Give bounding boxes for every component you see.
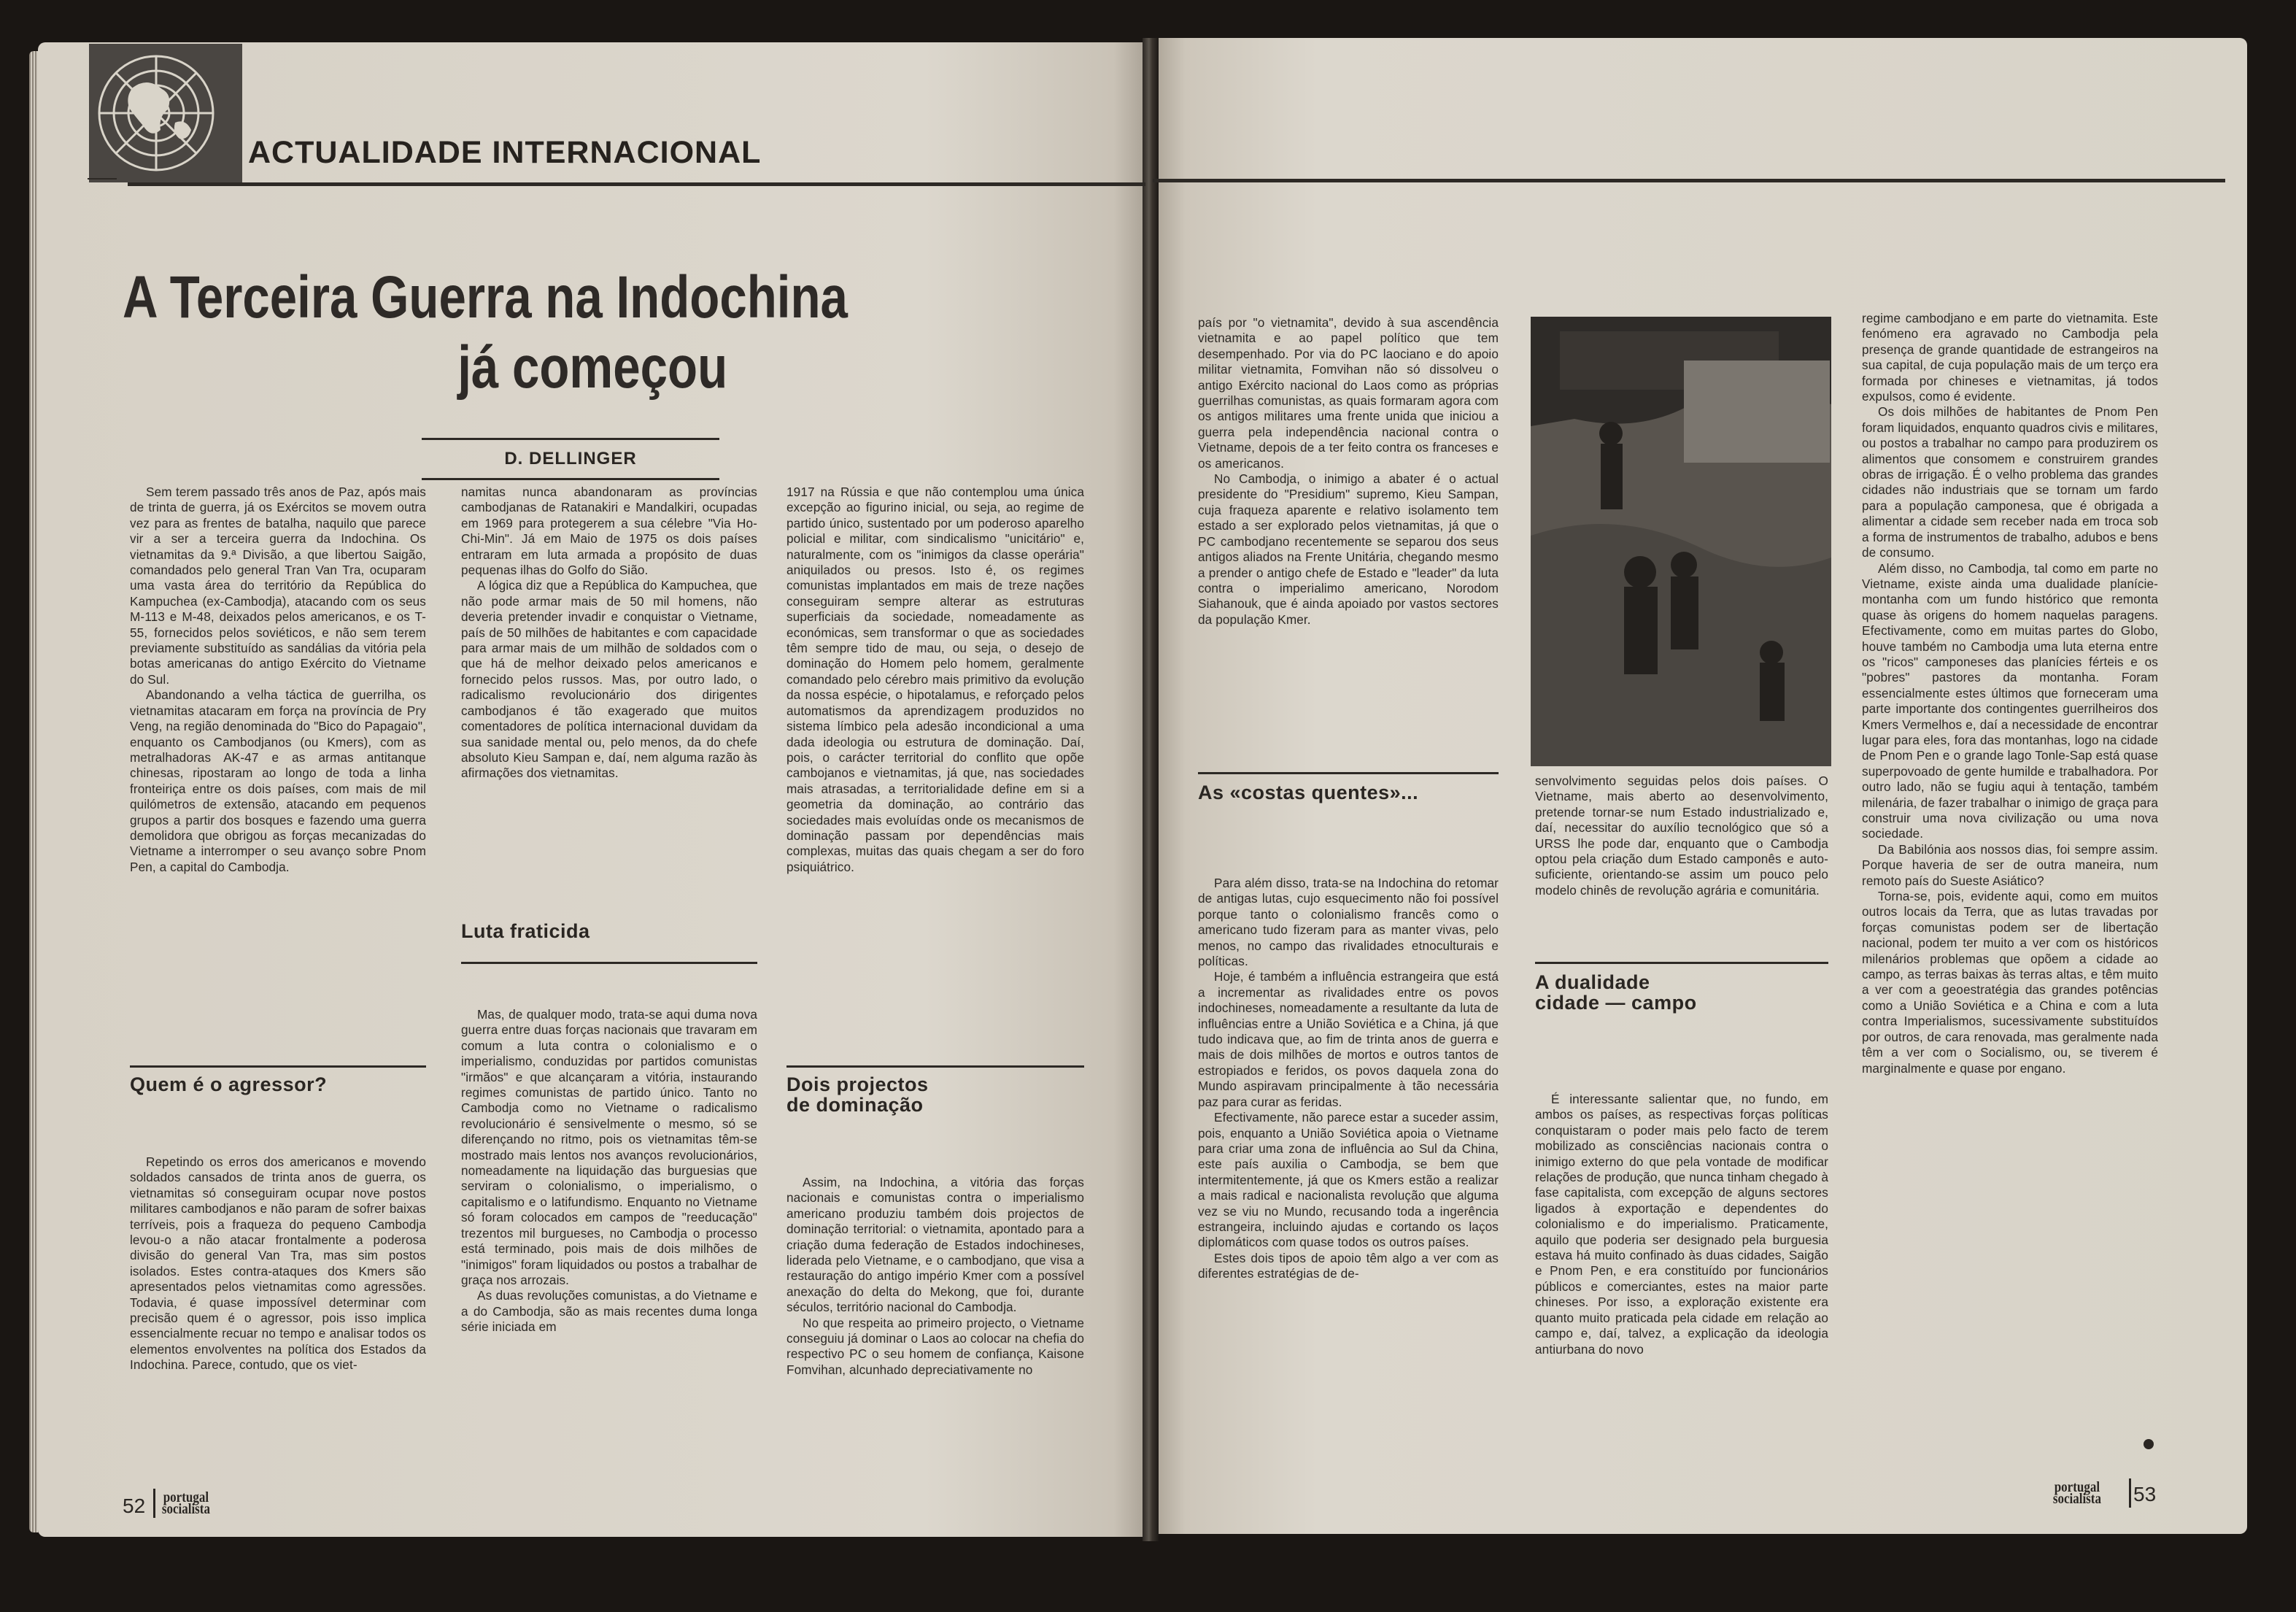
- paragraph: A lógica diz que a República do Kampuchea, que não pode armar mais de 50 mil homens, não deveria pretender invadir e conquistar o Vietname, país de 50 milhões de habitantes e com capacidade para armar mais de um milhão de soldados com o que há de melhor deixado pelos americanos e fornecido pelos russos. Mas, por outro lado, o radicalismo revolucionário dos dirigentes cambodjanos é tão exagerado que muitos comentadores de política internacional duvidam da sua sanidade mental ou, pelo menos, da do chefe absoluto Kieu Sampan e, daí, nem alguma razão às afirmações dos vietnamitas.: [461, 578, 757, 781]
- brand-line: portugal: [2054, 1479, 2100, 1495]
- subhead-line: A dualidade: [1535, 971, 1650, 993]
- subhead-rule: [786, 1065, 1084, 1068]
- subhead-projectos: [786, 1074, 929, 1115]
- paragraph: Sem terem passado três anos de Paz, após mais de trinta de guerra, já os Exércitos se movem outra vez para as frentes de batalha, naquilo que parece vir a ser a terceira guerra da Indochina. Os vietnamitas da 9.ª Divisão, a que libertou Saigão, comandados pelo general Tran Van Tra, ocuparam uma vasta área do território da República do Kampuchea (ex-Cambodja), atacando com os seus M-113 e M-48, deixados pelos americanos, e os T-55, fornecidos pelos soviéticos, e não sem terem previamente substituído as sandálias da vitória pela botas americanas do antigo Exército do Vietname do Sul.: [130, 485, 426, 687]
- subhead-line: Dois projectos: [786, 1073, 929, 1095]
- paragraph: Mas, de qualquer modo, trata-se aqui duma nova guerra entre duas forças nacionais que travaram em comum a luta contra o colonialismo e o imperialismo, conduzidas por partidos comunistas "irmãos" e que alcançaram a vitória, instaurando regimes comunistas de partido único. Tanto no Cambodja como no Vietname o radicalismo revolucionário é sensivelmente o mesmo, só se diferençando no ritmo, pois os vietnamitas têm-se mostrado mais lentos nos avanços revolucionários, nomeadamente na liquidação das burguesias que serviram o colonialismo, o imperialismo, o capitalismo e o latifundismo. Enquanto no Vietname só foram colocados em campos de "reeducação" trezentos mil burgueses, no Cambodja o processo está terminado, pois mais de dois milhões de "inimigos" foram liquidados ou postos a trabalhar de graça nos arrozais.: [461, 1007, 757, 1287]
- end-mark: [2144, 1439, 2154, 1449]
- paragraph: Estes dois tipos de apoio têm algo a ver com as diferentes estratégias de de-: [1198, 1250, 1499, 1281]
- footer-divider: [153, 1489, 155, 1518]
- article-title: [123, 263, 889, 403]
- subhead-costas: As «costas quentes»...: [1198, 782, 1419, 803]
- paragraph: No Cambodja, o inimigo a abater é o actual presidente do "Presidium" supremo, Kieu Sampan, cuja fraqueza aparente e relativo isolamento tem estado a ser explorado pelos vietnamitas, já que o PC cambodjano recentemente se separou dos seus antigos aliados na Frente Unitária, chegando mesmo a prender o antigo chefe de Estado e "leader" da luta contra o imperialimo americano, Norodom Siahanouk, que é ainda apoiado por vastos sectores da população Kmer.: [1198, 471, 1499, 627]
- paragraph: Os dois milhões de habitantes de Pnom Pen foram liquidados, enquanto quadros civis e militares, ou postos a trabalhar no campo para produzirem os alimentos que consomem e construirem grandes obras de irrigação. É o velho problema das grandes cidades não industriais que se tornam um fardo para a população camponesa, que é obrigada a alimentar a cidade sem receber nada em troca sob a forma de instrumentos de trabalho, adubos e bens de consumo.: [1862, 404, 2158, 560]
- paragraph: No que respeita ao primeiro projecto, o Vietname conseguiu já dominar o Laos ao colocar na chefia do respectivo PC o seu homem de confiança, Kaisone Fomvihan, alcunhado depreciativamente no: [786, 1315, 1084, 1377]
- subhead-line: de dominação: [786, 1094, 924, 1116]
- column-2-bottom: [461, 1007, 757, 1335]
- brand-line: socialista: [161, 1501, 210, 1517]
- column-3-top: [786, 485, 1084, 875]
- footer-divider: [2129, 1478, 2131, 1508]
- subhead-rule: [1535, 962, 1828, 964]
- subhead-line: cidade — campo: [1535, 992, 1697, 1014]
- article-title-line1: A Terceira Guerra na Indochina: [123, 264, 848, 331]
- section-header: ACTUALIDADE INTERNACIONAL: [248, 135, 762, 170]
- article-title-line2: já começou: [457, 334, 728, 401]
- column-1-bottom: [130, 1154, 426, 1373]
- subhead-dualidade: [1535, 972, 1697, 1013]
- paragraph: Torna-se, pois, evidente aqui, como em muitos outros locais da Terra, que as lutas travadas por forças comunistas podem ser de libertação nacional, podem ter muito a ver com os históricos milenários problemas que opõem a cidade ao campo, as terras baixas às terras altas, e têm muito a ver com a geoestratégia das grandes potências como a União Soviética e a China e com a luta contra Imperialismos, sucessivamente substituídos por outros, de cara renovada, mas geralmente nada têm a ver com o Socialismo, ou, se tiverem é marginalmente e quase por engano.: [1862, 889, 2158, 1076]
- column-3-bottom: [786, 1175, 1084, 1378]
- paragraph: senvolvimento seguidas pelos dois países. O Vietname, mais aberto ao desenvolvimento, pretende tornar-se num Estado industrializado e, daí, necessitar do auxílio tecnológico que só a URSS lhe pode dar, enquanto que o Cambodja optou pela criação dum Estado camponês e auto-suficiente, orientando-se assim um pouco pelo modelo chinês de revolução agrária e comunitária.: [1535, 774, 1828, 898]
- paragraph: Da Babilónia aos nossos dias, foi sempre assim. Porque haveria de ser de outra maneira, num remoto país do Sueste Asiático?: [1862, 841, 2158, 888]
- byline: D. DELLINGER: [422, 438, 719, 469]
- paragraph: Abandonando a velha táctica de guerrilha, os vietnamitas atacaram em força na província de Pry Veng, na região denominada do "Bico do Papagaio", enquanto os Cambodjanos (ou Kmers), com as metralhadoras AK-47 e as armas antitanque chinesas, ripostaram ao longo de toda a linha fronteiriça entre os dois países, com mais de mil quilómetros de extensão, atacando em pequenos grupos a partir dos bosques e fazendo uma guerra demolidora que obrigou as forças mecanizadas do Vietname a interromper o seu avanço sobre Pnom Pen, a capital do Cambodja.: [130, 687, 426, 874]
- header-rule-right: [1153, 179, 2225, 182]
- subhead-rule: [130, 1065, 426, 1068]
- book-spine: [1143, 38, 1159, 1541]
- brand-line: socialista: [2052, 1491, 2101, 1507]
- paragraph: É interessante salientar que, no fundo, em ambos os países, as respectivas forças políticas conquistaram o poder mais pelo facto de terem mobilizado as consciências nacionais contra o inimigo externo do que pela vontade de modificar relações de produção, que nunca tinham chegado à fase capitalista, com excepção de alguns sectores ligados à exportação e dependentes do colonialismo e do imperialismo. Praticamente, aquilo que poderia ser designado pela burguesia estava há muito confinado às duas cidades, Saigão e Pnom Pen, e era constituído por funcionários públicos e comerciantes, estes na maior parte chineses. Por isso, a exploração existente era quanto muito praticada pela cidade em relação ao campo e, daí, talvez, a explicação da ideologia antiurbana do novo: [1535, 1092, 1828, 1357]
- column-4-top: [1198, 315, 1499, 628]
- paragraph: Assim, na Indochina, a vitória das forças nacionais e comunistas contra o imperialismo americano produziu também dois projectos de dominação territorial: o vietnamita, apontado para a criação duma federação de Estados indochineses, liderada pelo Vietname, e o cambodjano, que visa a restauração do antigo império Kmer com a possível anexação do delta do Mekong, que foi, durante séculos, território nacional do Cambodja.: [786, 1175, 1084, 1315]
- paragraph: Além disso, no Cambodja, tal como em parte no Vietname, existe ainda uma dualidade planície-montanha com um fundo histórico que remonta quase às origens do homem naquelas paragens. Efectivamente, como em muitas partes do Globo, houve também no Cambodja uma luta eterna entre os "ricos" camponeses das planícies férteis e os "pobres" pastores da montanha. Foram essencialmente estes últimos que forneceram uma parte importante dos contingentes guerrilheiros dos Kmers Vermelhos e, daí a necessidade de encontrar lugar para eles, fora das montanhas, logo na cidade de Pnom Pen e o grande lago Tonle-Sap está quase superpovoado de gente humilde e trabalhadora. Por outro lado, não se fugiu aqui à tentação, também milenária, de fazer trabalhar o inimigo de graça para construir uma nova civilização ou uma nova sociedade.: [1862, 560, 2158, 841]
- subhead-rule: [461, 962, 757, 964]
- brand-logo-left: [161, 1489, 210, 1517]
- paragraph: Hoje, é também a influência estrangeira que está a incrementar as rivalidades entre os povos indochineses, nomeadamente a resultante da luta de influências entre a União Soviética e a China, já que tudo indicava que, ao fim de trinta anos de guerra e mais de dois milhões de mortos e outros tantos de estropiados e feridos, os povos daquela zona do Mundo aspiravam principalmente à tão necessária paz para curar as feridas.: [1198, 969, 1499, 1109]
- column-1-top: [130, 485, 426, 875]
- paragraph: regime cambodjano e em parte do vietnamita. Este fenómeno era agravado no Cambodja pela presença de grande quantidade de estrangeiros na sua capital, de cuja população mais de um terço era formada por chineses e vietnamitas, já todos expulsos, como é evidente.: [1862, 311, 2158, 404]
- paragraph: Repetindo os erros dos americanos e movendo soldados cansados de trinta anos de guerra, os vietnamitas só conseguiram ocupar nove postos militares cambodjanos e não param de sofrer baixas terríveis, pois a fraqueza do pequeno Cambodja levou-o a não atacar frontalmente a poderosa divisão do general Van Tra, mas sim postos isolados. Estes contra-ataques dos Kmers são apresentados pelos vietnamitas como agressões. Todavia, é quase impossível determinar com precisão quem é o agressor, pois isso implica essencialmente recuar no tempo e analisar todos os elementos envolventes na política dos Estados da Indochina. Parece, contudo, que os viet-: [130, 1154, 426, 1373]
- column-6: [1862, 311, 2158, 1076]
- paragraph: Para além disso, trata-se na Indochina do retomar de antigas lutas, cujo esquecimento não foi possível porque tanto o colonialismo francês como o americano tudo fizeram para as manter vivas, pelo menos, no campo das rivalidades etnoculturais e políticas.: [1198, 876, 1499, 969]
- page-number-left: 52: [123, 1495, 146, 1517]
- paragraph: país por "o vietnamita", devido à sua ascendência vietnamita e ao papel político que tem desempenhado. Por via do PC laociano e do apoio militar vietnamita, Fomvihan não só dissolveu o antigo Exército nacional do Laos como as próprias guerrilhas comunistas, as quais formaram agora com os antigos militares uma frente unida que iniciou a guerra pela independência nacional contra o Vietname, depois de a ter feito contra os franceses e os americanos.: [1198, 315, 1499, 471]
- globe-logo-icon: [89, 44, 242, 182]
- subhead-rule: [1198, 772, 1499, 774]
- brand-logo-right: [2053, 1481, 2101, 1505]
- page-number-right: 53: [2133, 1483, 2157, 1505]
- soldiers-helicopter-photo: [1531, 317, 1831, 766]
- column-5-top: [1535, 774, 1828, 898]
- paragraph: As duas revoluções comunistas, a do Vietname e a do Cambodja, são as mais recentes duma longa série iniciada em: [461, 1288, 757, 1335]
- column-4-bottom: [1198, 876, 1499, 1282]
- subhead-agressor: Quem é o agressor?: [130, 1073, 328, 1095]
- column-2-top: [461, 485, 757, 782]
- subhead-luta: Luta fraticida: [461, 920, 590, 942]
- paragraph: 1917 na Rússia e que não contemplou uma única excepção ao figurino inicial, ou seja, ao regime de partido único, sustentado por um poderoso aparelho policial e militar, com sindicalismo "unicitário" e, naturalmente, com os "inimigos da classe operária" aniquilados ou presos. Isto é, os regimes comunistas implantados em mais de treze nações conseguiram sempre alterar as estruturas superficiais da sociedade, nomeadamente as económicas, sem transformar o que as sociedades têm sempre tido de mau, ou seja, o desejo de dominação do Homem pelo homem, geralmente comandado pelo cérebro mais primitivo da evolução da nossa espécie, o hipotalamus, e reforçado pelos automatismos da aprendizagem produzidos no sistema límbico pela adesão incondicional a uma dada ideologia ou estrutura de dominação. Daí, pois, o carácter territorial do conflito que opõe cambojanos e vietnamitas, já que, nas sociedades mais atrasadas, a territorialidade define em si a geometria da dominação, ao contrário das sociedades mais evoluídas onde os mecanismos de dominação passam por dependências mais complexas, muitas das quais chegam a ser do foro psiquiátrico.: [786, 485, 1084, 874]
- header-rule-left: [128, 182, 1145, 186]
- paragraph: namitas nunca abandonaram as províncias cambodjanas de Ratanakiri e Mandalkiri, ocupadas em 1969 para protegerem a sua célebre "Via Ho-Chi-Min". Já em Maio de 1975 os dois países entraram em luta armada a propósito de duas pequenas ilhas do Golfo do Sião.: [461, 485, 757, 578]
- column-5-bottom: [1535, 1092, 1828, 1357]
- byline-rule: [422, 478, 719, 480]
- paragraph: Efectivamente, não parece estar a suceder assim, pois, enquanto a União Soviética apoia o Vietname para criar uma zona de influência ao Sul da China, este país auxilia o Cambodja, se bem que intermitentemente, já que os Kmers estão a realizar a mais radical e nacionalista revolução que alguma vez se viu no Mundo, recusando toda a ingerência estrangeira, incluindo ajudas e cortando os laços diplomáticos com quase todos os outros países.: [1198, 1110, 1499, 1250]
- brand-line: portugal: [163, 1489, 209, 1505]
- header-rule-tick: [88, 178, 117, 180]
